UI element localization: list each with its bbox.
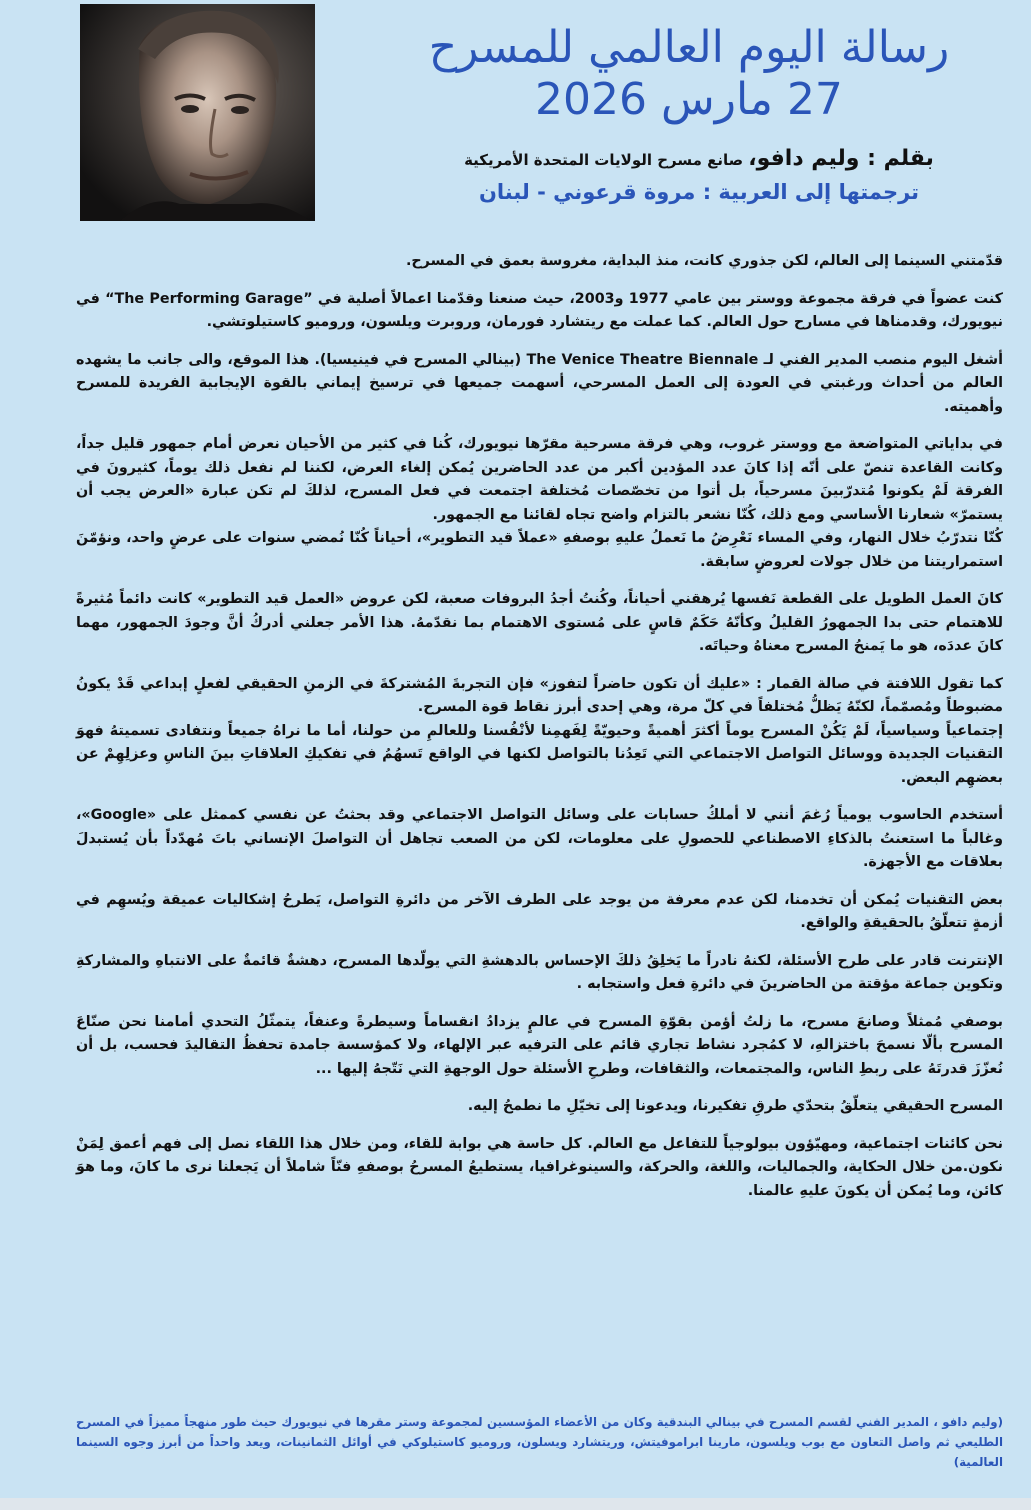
page-title [369, 22, 1009, 126]
paragraph: بوصفي مُمثلاً وصانعَ مسرح، ما زلتُ أؤمن بقوّةِ المسرح في عالمٍ يزدادُ انقساماً وسيطرةً وعنفاً، يتمثّلُ التحدي أمامنا نحن صنّاعَ المسرح بألّا نسمحَ باختزالهِ، لا كمُجرد نشاط تجاري قائم على الترفيه عبر الإلهاء، ولا كمؤسسة جامدة تحفظُ التقاليدَ فحسب، بل أن نُعزّزَ قدرتَهُ على ربطِ الناس، والمجتمعات، والثقافات، وطرحِ الأسئلة حول الوجهةِ التي نَتّجهُ إليها ... [76, 1013, 1003, 1077]
portrait-icon [80, 4, 315, 221]
translator-credit: ترجمتها إلى العربية : مروة قرعوني - لبنان [478, 180, 920, 204]
article-body [76, 250, 1003, 1217]
paragraph: أشغل اليوم منصب المدير الفني لـ The Venice Theatre Biennale (بينالي المسرح في فينيسيا). هذا الموقع، والى جانب ما يشهده العالم من أحداث ورغبتي في العودة إلى العمل المسرحي، أسهمت جميعها في ترسيخ إيماني بالقوة الإيجابية الفريدة للمسرح وأهميته. [76, 351, 1004, 415]
title-line-2: 27 مارس 2026 [535, 74, 843, 125]
paragraph: إجتماعياً وسياسياً، لَمْ يَكُنْ المسرح يوماً أكثرَ أهميةً وحيويّةً لِفَهمِنا لأنْفُسنا وللعالمِ من حولنا، أما ما نراهُ جميعاً ونتفادى تسميتهُ فهوَ التقنيات الجديدة ووسائل التواصل الاجتماعي التي تَعِدُنا بالتواصل لكنها في الواقع تَسهُمُ في تفكيكِ العلاقاتِ بينَ الناسِ وعزلِهِمْ عن بعضهِم البعض. [76, 722, 1003, 786]
paragraph: بعض التقنيات يُمكن أن تخدمنا، لكن عدم معرفة من يوجد على الطرف الآخر من دائرةِ التواصل، يَطرحُ إشكاليات عميقة ويُسهِم في أزمةٍ تتعلّقُ بالحقيقةِ والواقع. [76, 891, 1003, 931]
paragraph: نحن كائنات اجتماعية، ومهيّؤون بيولوجياً للتفاعل مع العالم. كل حاسة هي بوابة للقاء، ومن خلال هذا اللقاء نصل إلى فهم أعمق لِمَنْ نكون.من خلال الحكاية، والجماليات، واللغة، والحركة، والسينوغرافيا، يستطيعُ المسرحُ بوصفهِ فنّاً شاملاً أن يَجعلنا نرى ما كانَ، وما هوَ كائن، وما يُمكن أن يكونَ عليهِ عالمنا. [76, 1135, 1003, 1199]
paragraph: في بداياتي المتواضعة مع ووستر غروب، وهي فرقة مسرحية مقرّها نيويورك، كُنا في كثير من الأحيان نعرض أمام جمهور قليل جداً، وكانت القاعدة تنصّ على أنّه إذا كانَ عدد المؤدين أكبر من عدد الحاضرين يُمكن إلغاء العرض، لكننا لم نفعل ذلك يوماً، كثيرونَ في الفرقة لَمْ يكونوا مُتدرّبينَ مسرحياً، بل أتوا من تخصّصات مُختلفة اجتمعت في فعل المسرح، لذلكَ لم تكن عبارة «العرض يجب أن يستمرّ» شعارنا الأساسي ومع ذلك، كُنّا نشعر بالتزام واضح تجاه لقائنا مع الجمهور. [76, 436, 1003, 523]
title-line-1: رسالة اليوم العالمي للمسرح [428, 22, 950, 73]
author-role: صانع مسرح الولايات المتحدة الأمريكية [464, 151, 744, 169]
portrait-photo [80, 4, 315, 221]
bottom-bar [0, 1498, 1031, 1510]
paragraph: كنت عضواً في فرقة مجموعة ووستر بين عامي 1977 و2003، حيث صنعنا وقدّمنا اعمالاً أصلية في ”The Performing Garage“ في نيويورك، وقدمناها في مسارح حول العالم. كما عملت مع ريتشارد فورمان، وروبرت ويلسون، وروميو كاستيلوتشي. [76, 290, 1003, 330]
paragraph: كما تقول اللافتة في صالة القمار : «عليك أن تكون حاضراً لتفوز» فإن التجربةَ المُشتركةَ في الزمنِ الحقيقي لفعلٍ إبداعي قَدْ يكونُ مضبوطاً ومُصمّماً، لكنّهُ يَظلُّ مُختلفاً في كلّ مرة، وهي إحدى أبرز نقاط قوة المسرح. [76, 675, 1003, 715]
paragraph: كُنّا نتدرّبُ خلال النهار، وفي المساء نَعْرِضُ ما نَعملُ عليهِ بوصفهِ «عملاً قيد التطوير»، أحياناً كُنّا نُمضي سنوات على عرضٍ واحد، ونؤمّنَ استمراريتنا من خلال جولات لعروضٍ سابقة. [76, 530, 1003, 570]
byline [389, 146, 1009, 171]
paragraph: قدّمتني السينما إلى العالم، لكن جذوري كانت، منذ البداية، مغروسة بعمق في المسرح. [405, 253, 1003, 269]
author-bio: (وليم دافو ، المدير الفني لقسم المسرح في بينالي البندقية وكان من الأعضاء المؤسسين لمجموعة وستر مقرها في نيويورك حيث طور منهجاً مميزاً في المسرح الطليعي ثم واصل التعاون مع بوب ويلسون، مارينا ابراموفيتش، وريتشارد ويسلون، وروميو كاستيلوكي في أوائل الثمانينات، ويعد واحداً من أبرز وجوه السينما العالمية) [76, 1415, 1003, 1469]
paragraph: أستخدم الحاسوب يومياً رُغمَ أنني لا أملكُ حسابات على وسائل التواصل الاجتماعي وقد بحثتُ عن نفسي كممثل على «Google»، وغالباً ما استعنتُ بالذكاءِ الاصطناعي للحصولِ على معلومات، لكن من الصعب تجاهل أن التواصلَ الإنساني باتَ مُهدّداً بأن يُستبدلَ بعلاقات مع الأجهزة. [76, 807, 1003, 870]
paragraph: كانَ العمل الطويل على القطعة نَفسها يُرهقني أحياناً، وكُنتُ أجدُ البروفات صعبة، لكن عروض «العمل قيد التطوير» كانت دائماً مُثيرةً للاهتمام حتى بدا الجمهورُ القليلُ وكأنّهُ حَكَمٌ قاسٍ على مُستوى الاهتمام بما نقدّمهُ. هذا الأمر جعلني أدركُ أنَّ وجودَ الجمهور، مهما كانَ عددَه، هو ما يَمنحُ المسرح معناهُ وحياتَه. [76, 591, 1003, 654]
paragraph: الإنترنت قادر على طرح الأسئلة، لكنهُ نادراً ما يَخلِقُ ذلكَ الإحساس بالدهشةِ التي يولّدها المسرح، دهشةٌ قائمةٌ على الانتباهِ والمشاركةِ وتكوين جماعة مؤقتة من الحاضرينَ في دائرةِ فعل واستجابه . [76, 952, 1003, 992]
paragraph: المسرح الحقيقي يتعلّقُ بتحدّي طرقِ تفكيرنا، ويدعونا إلى تخيّلِ ما نطمحُ إليه. [467, 1098, 1003, 1114]
author-name: بقلم : وليم دافو، [748, 146, 934, 171]
